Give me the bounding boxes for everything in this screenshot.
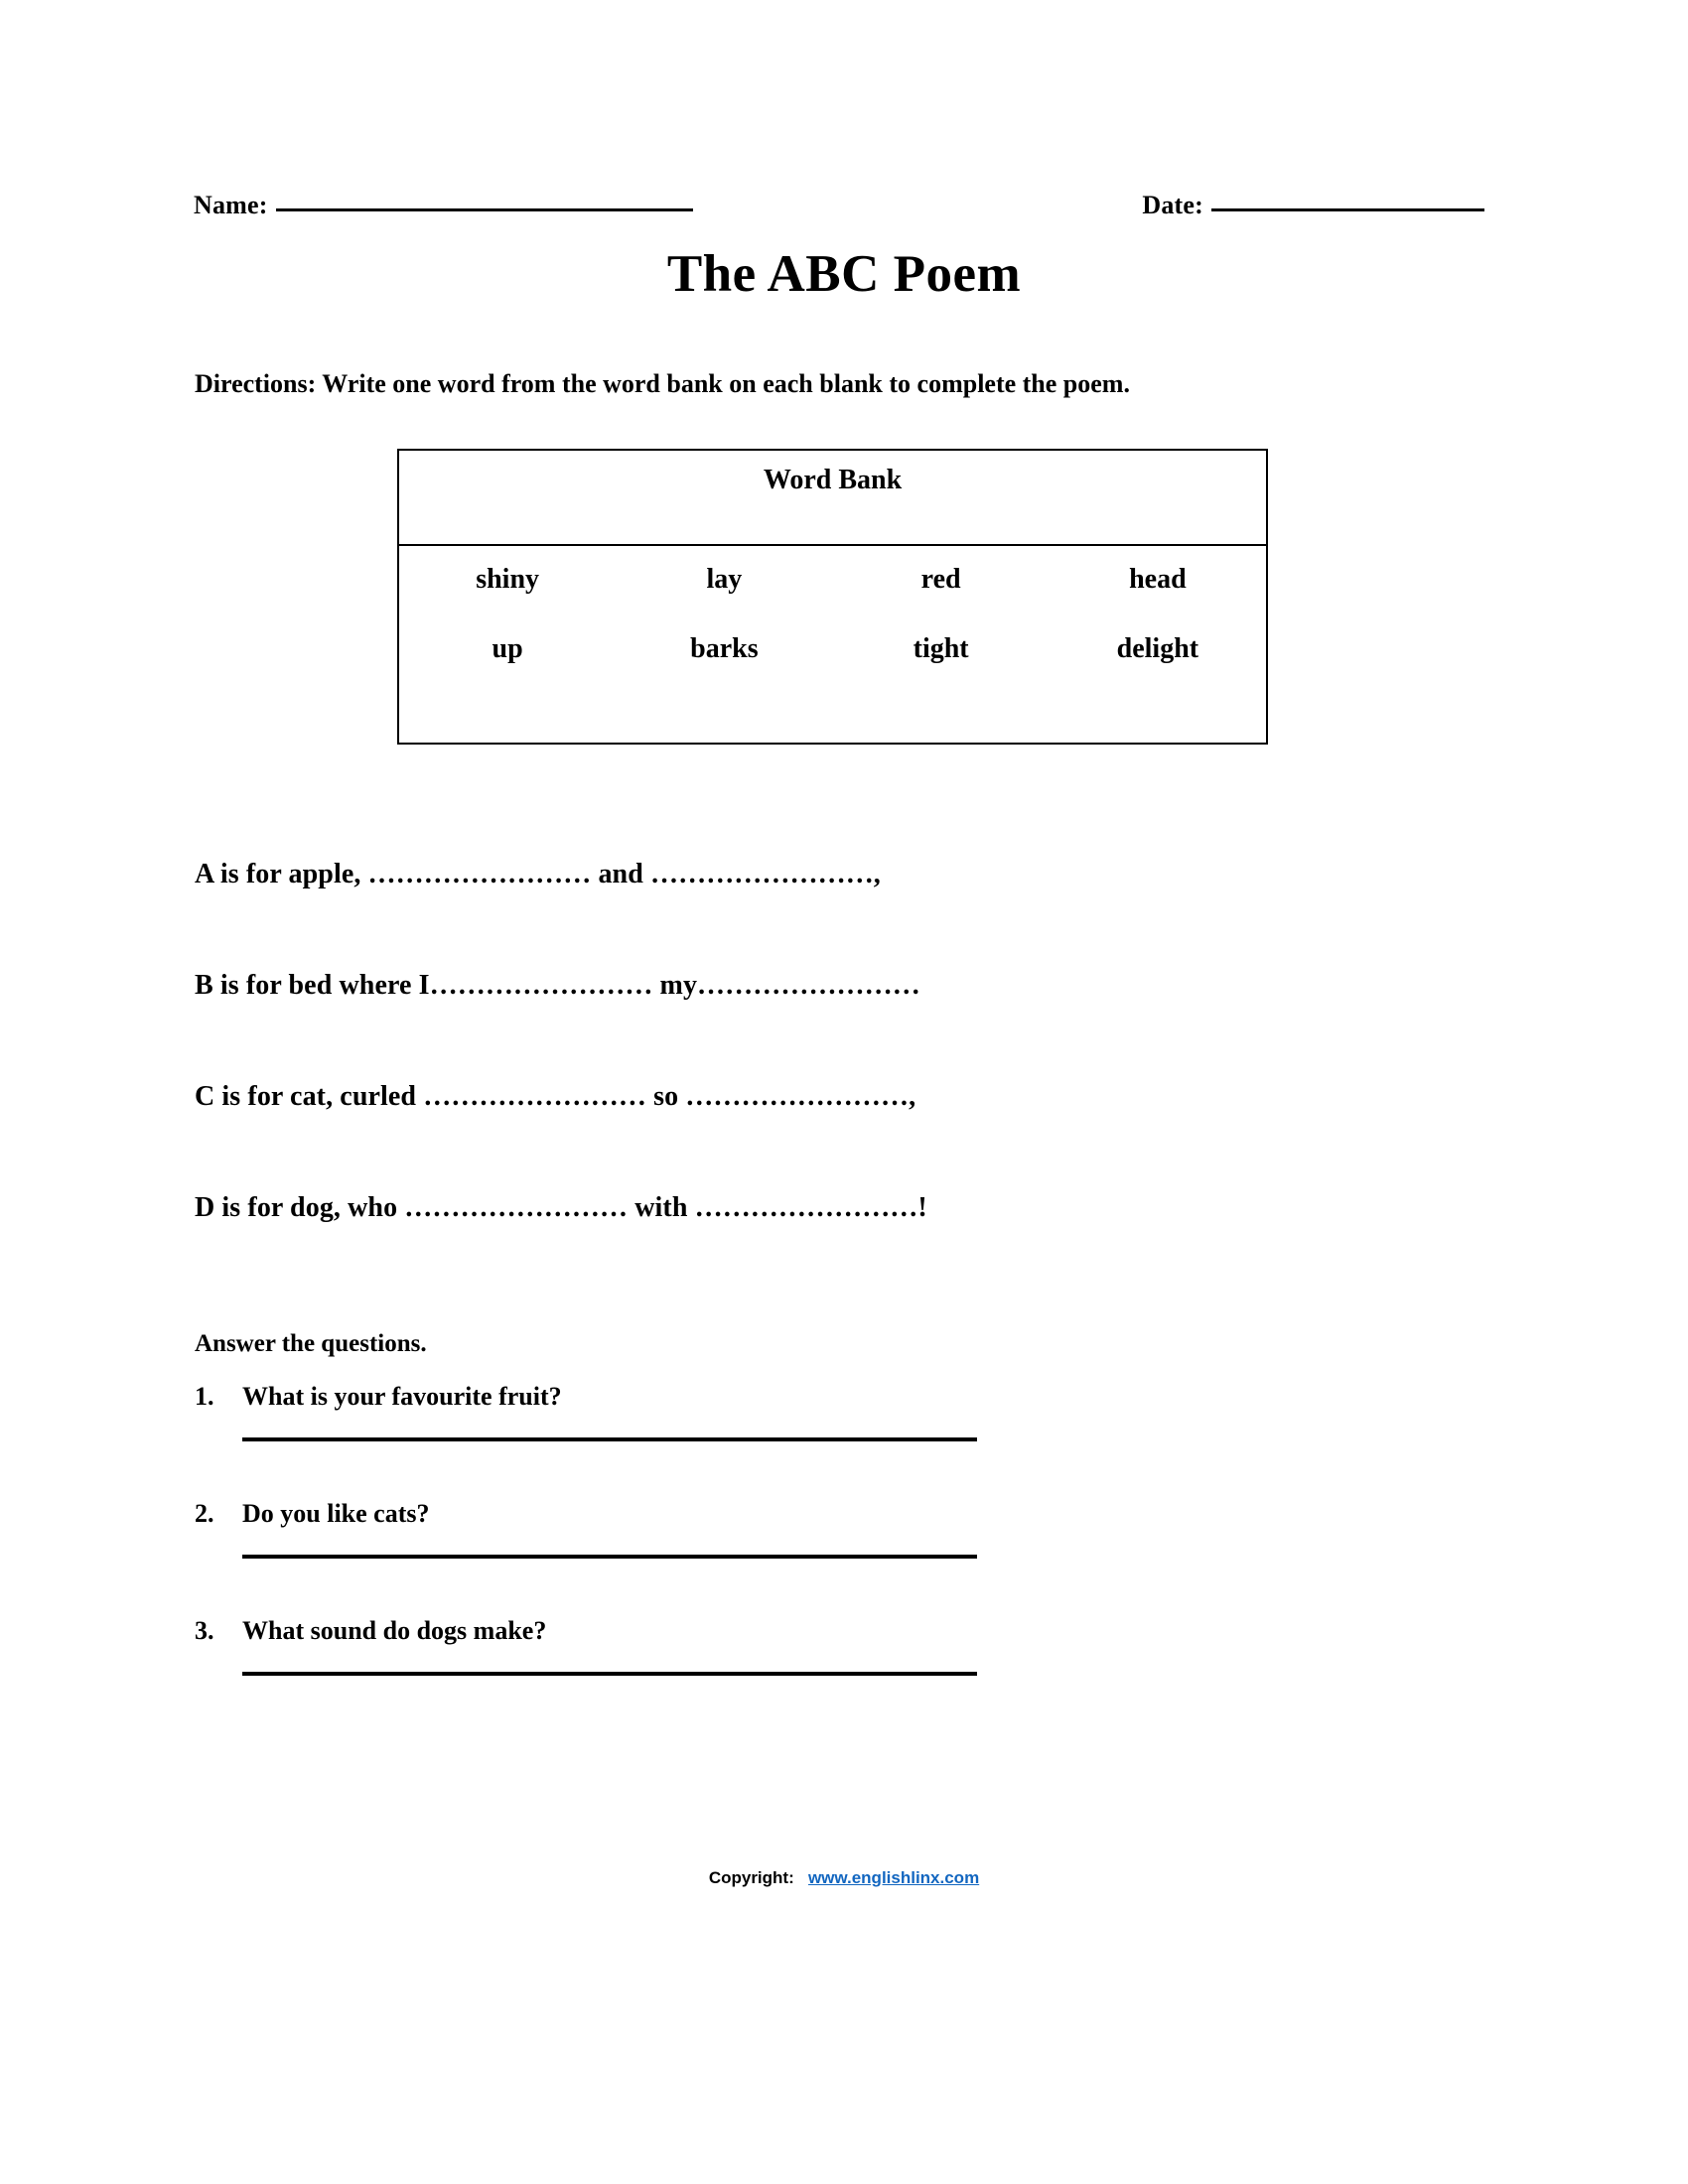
word-bank-word: up — [492, 633, 523, 664]
word-bank-word: red — [920, 564, 961, 595]
poem-line-d: D is for dog, who …………………… with ……………………! — [195, 1192, 927, 1223]
answer-blank-line-3[interactable] — [242, 1672, 977, 1676]
name-field[interactable] — [194, 191, 693, 220]
name-label: Name: — [194, 191, 268, 219]
question-text: Do you like cats? — [242, 1499, 430, 1528]
word-bank-word: lay — [706, 564, 743, 595]
word-bank-word: delight — [1116, 633, 1199, 664]
questions-heading: Answer the questions. — [195, 1330, 427, 1357]
word-bank-word: barks — [690, 633, 759, 664]
word-bank-table — [397, 449, 1268, 745]
word-bank-title: Word Bank — [763, 465, 903, 495]
header — [194, 191, 1484, 230]
word-bank-row — [399, 564, 1266, 633]
question-text: What sound do dogs make? — [242, 1616, 547, 1645]
question-number: 1. — [195, 1382, 214, 1411]
word-bank-word: head — [1129, 564, 1187, 595]
answer-blank-line-1[interactable] — [242, 1437, 977, 1441]
copyright-link[interactable]: www.englishlinx.com — [807, 1868, 980, 1887]
question-item-2 — [195, 1499, 1188, 1616]
word-bank-row — [399, 633, 1266, 703]
question-number: 3. — [195, 1616, 214, 1645]
word-bank-word: tight — [913, 633, 969, 664]
poem-line-b: B is for bed where I…………………… my…………………… — [195, 970, 920, 1001]
copyright-label: Copyright: — [708, 1868, 794, 1887]
page-title: The ABC Poem — [666, 245, 1022, 303]
name-blank-line[interactable] — [276, 208, 693, 211]
poem-section — [195, 859, 1386, 1303]
word-bank-header — [399, 451, 1266, 546]
question-item-1 — [195, 1382, 1188, 1499]
word-bank-body — [399, 546, 1266, 743]
question-text: What is your favourite fruit? — [242, 1382, 562, 1411]
poem-line-a: A is for apple, …………………… and ……………………, — [195, 859, 881, 889]
word-bank-word: shiny — [476, 564, 540, 595]
answer-blank-line-2[interactable] — [242, 1555, 977, 1559]
question-item-3 — [195, 1616, 1188, 1733]
date-blank-line[interactable] — [1211, 208, 1484, 211]
directions-text: Directions: Write one word from the word bank on each blank to complete the poem. — [195, 369, 1130, 398]
poem-line-c: C is for cat, curled …………………… so ……………………, — [195, 1081, 916, 1112]
date-field[interactable] — [1142, 191, 1484, 220]
footer — [0, 1868, 1688, 1888]
questions-list — [195, 1382, 1188, 1733]
date-label: Date: — [1142, 191, 1203, 219]
question-number: 2. — [195, 1499, 214, 1528]
